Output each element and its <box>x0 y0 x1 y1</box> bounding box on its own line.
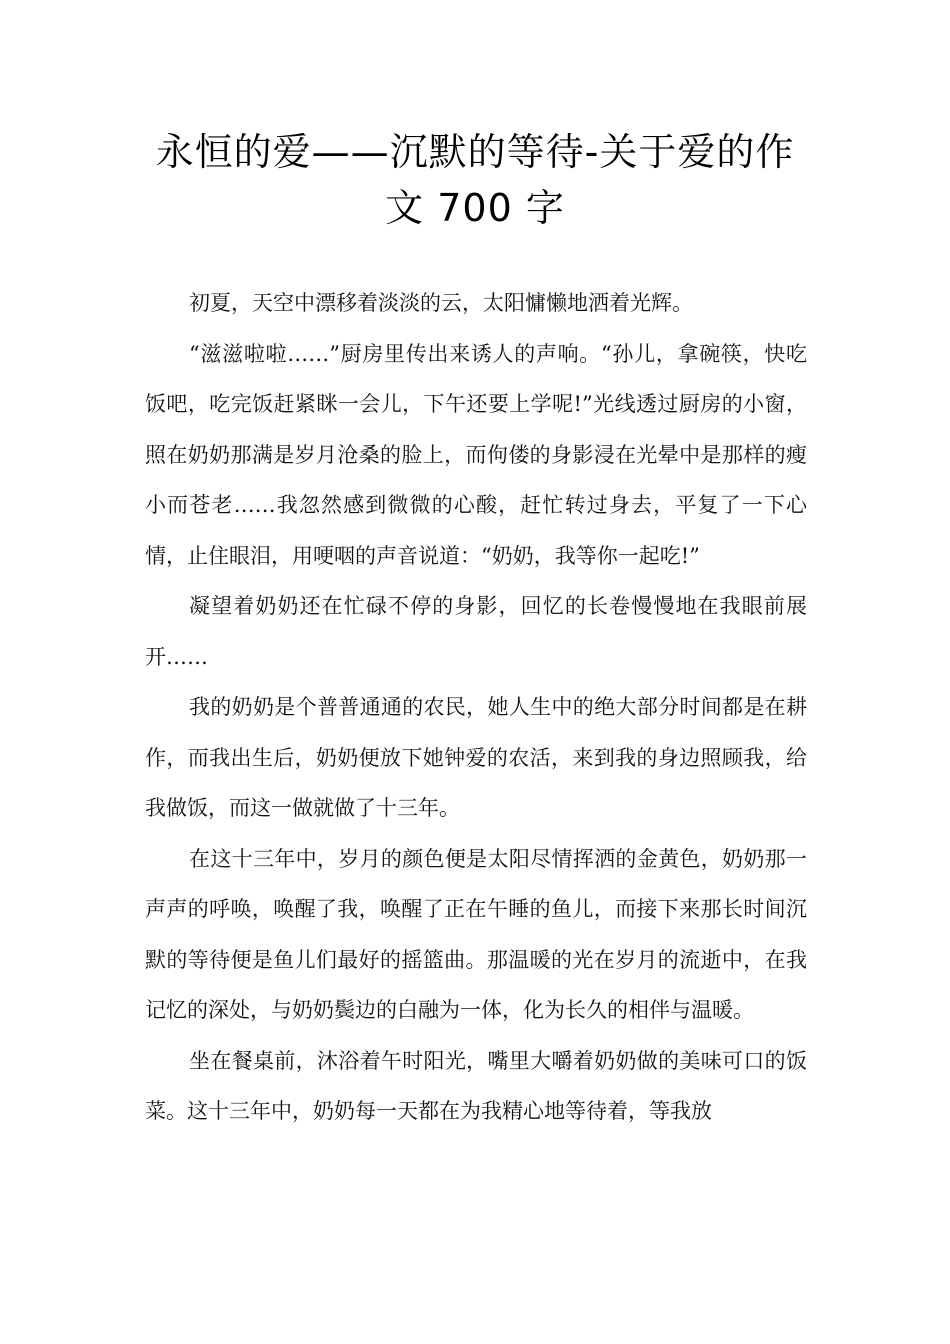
paragraph-3: 凝望着奶奶还在忙碌不停的身影，回忆的长卷慢慢地在我眼前展开…… <box>145 594 807 669</box>
paragraph-1: 初夏，天空中漂移着淡淡的云，太阳慵懒地洒着光辉。 <box>189 291 693 315</box>
title-line-2: 文 700 字 <box>385 186 565 230</box>
document-title <box>120 124 830 236</box>
paragraph-6: 坐在餐桌前，沐浴着午时阳光，嘴里大嚼着奶奶做的美味可口的饭菜。这十三年中，奶奶每一天都在为我精心地等待着，等我放 <box>145 1048 807 1123</box>
paragraph-5: 在这十三年中，岁月的颜色便是太阳尽情挥洒的金黄色，奶奶那一声声的呼唤，唤醒了我，唤醒了正在午睡的鱼儿，而接下来那长时间沉默的等待便是鱼儿们最好的摇篮曲。那温暖的光在岁月的流逝中，在我记忆的深处，与奶奶鬓边的白融为一体，化为长久的相伴与温暖。 <box>145 846 807 1022</box>
title-line-1: 永恒的爱——沉默的等待-关于爱的作 <box>155 130 795 174</box>
paragraph-2: “滋滋啦啦……”厨房里传出来诱人的声响。“孙儿，拿碗筷，快吃饭吧，吃完饭赶紧眯一会儿，下午还要上学呢!”光线透过厨房的小窗，照在奶奶那满是岁月沧桑的脸上，而佝偻的身影浸在光晕中是那样的瘦小而苍老……我忽然感到微微的心酸，赶忙转过身去，平复了一下心情，止住眼泪，用哽咽的声音说道：“奶奶，我等你一起吃!” <box>145 341 807 568</box>
paragraph-4: 我的奶奶是个普普通通的农民，她人生中的绝大部分时间都是在耕作，而我出生后，奶奶便放下她钟爱的农活，来到我的身边照顾我，给我做饭，而这一做就做了十三年。 <box>145 695 807 820</box>
document-body <box>145 278 807 1137</box>
